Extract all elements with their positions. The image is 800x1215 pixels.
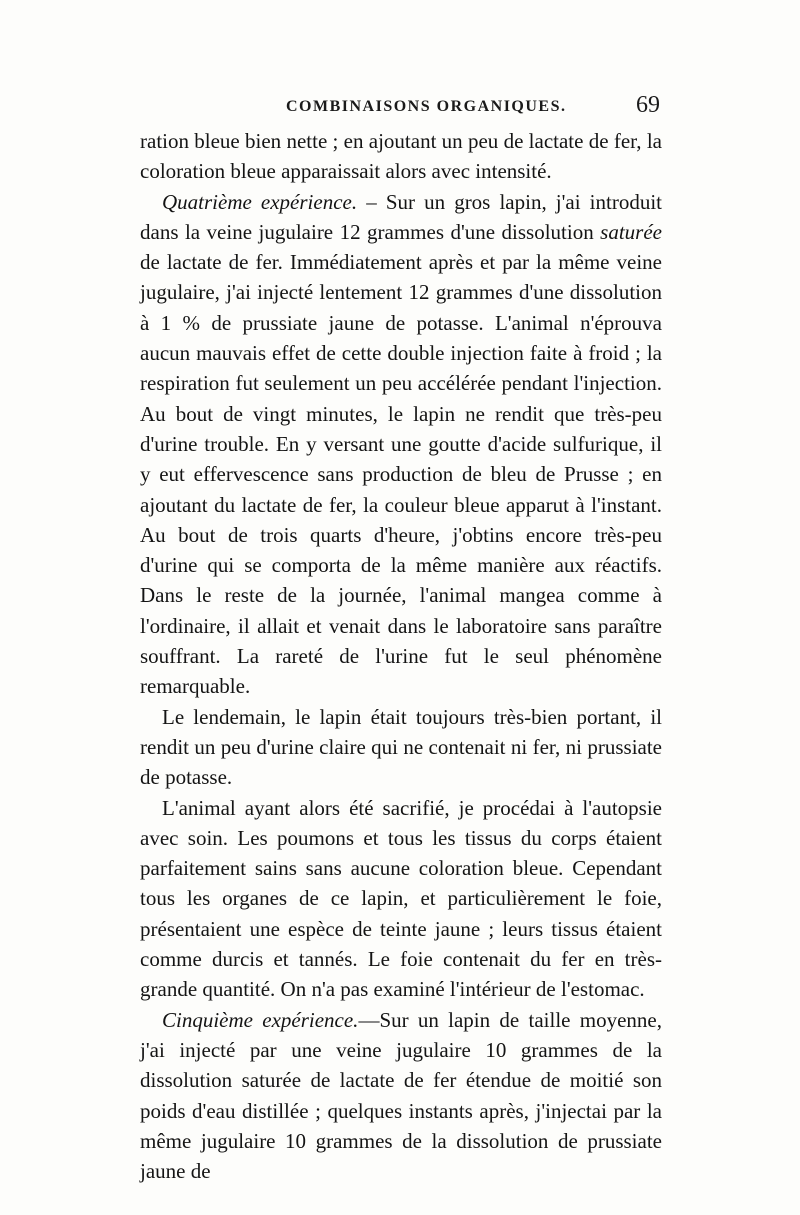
paragraph-text: Le lendemain, le lapin était toujours très-bien portant, il rendit un peu d'urine claire qui ne contenait ni fer, ni prussiate de potasse. bbox=[140, 704, 662, 790]
paragraph-text: —Sur un lapin de taille moyenne, j'ai injecté par une veine jugulaire 10 grammes de la dissolution saturée de lactate de fer étendue de moitié son poids d'eau distillée ; quelques instants après, j'injectai par la même jugulaire 10 grammes de la dissolution de prussiate jaune de bbox=[140, 1007, 662, 1184]
paragraph-experiment-5 bbox=[140, 1005, 662, 1187]
paragraph-text: L'animal ayant alors été sacrifié, je procédai à l'autopsie avec soin. Les poumons et tous les tissus du corps étaient parfaitement sains sans aucune coloration bleue. Cependant tous les organes de ce lapin, et particulièrement le foie, présentaient une espèce de teinte jaune ; leurs tissus étaient comme durcis et tannés. Le foie contenait du fer en très-grande quantité. On n'a pas examiné l'intérieur de l'estomac. bbox=[140, 795, 662, 1002]
experiment-heading: Quatrième expérience. bbox=[162, 189, 358, 214]
paragraph-continued bbox=[140, 126, 662, 187]
paragraph-text: ration bleue bien nette ; en ajoutant un peu de lactate de fer, la coloration bleue apparaissait alors avec intensité. bbox=[140, 129, 662, 184]
experiment-heading: Cinquième expérience. bbox=[162, 1007, 359, 1032]
paragraph-experiment-4 bbox=[140, 187, 662, 702]
running-title: COMBINAISONS ORGANIQUES. bbox=[286, 98, 567, 115]
paragraph-text: – Sur un gros lapin, j'ai introduit dans la veine jugulaire 12 grammes d'une dissolution bbox=[140, 189, 663, 244]
paragraph-next-day bbox=[140, 702, 662, 793]
paragraph-autopsy bbox=[140, 793, 662, 1005]
paragraph-text: de lactate de fer. Immédiatement après et par la même veine jugulaire, j'ai injecté lentement 12 grammes d'une dissolution à 1 % de prussiate jaune de potasse. L'animal n'éprouva aucun mauvais effet de cette double injection faite à froid ; la respiration fut seulement un peu accélérée pendant l'injection. Au bout de vingt minutes, le lapin ne rendit que très-peu d'urine trouble. En y versant une goutte d'acide sulfurique, il y eut effervescence sans production de bleu de Prusse ; en ajoutant du lactate de fer, la couleur bleue apparut à l'instant. Au bout de trois quarts d'heure, j'obtins encore très-peu d'urine qui se comporta de la même manière aux réactifs. Dans le reste de la journée, l'animal mangea comme à l'ordinaire, il allait et venait dans le laboratoire sans paraître souffrant. La rareté de l'urine fut le seul phénomène remarquable. bbox=[140, 250, 662, 699]
page-number: 69 bbox=[636, 92, 660, 118]
body-text bbox=[140, 126, 662, 1186]
running-header bbox=[140, 92, 660, 122]
emphasis-word: saturée bbox=[600, 219, 662, 244]
